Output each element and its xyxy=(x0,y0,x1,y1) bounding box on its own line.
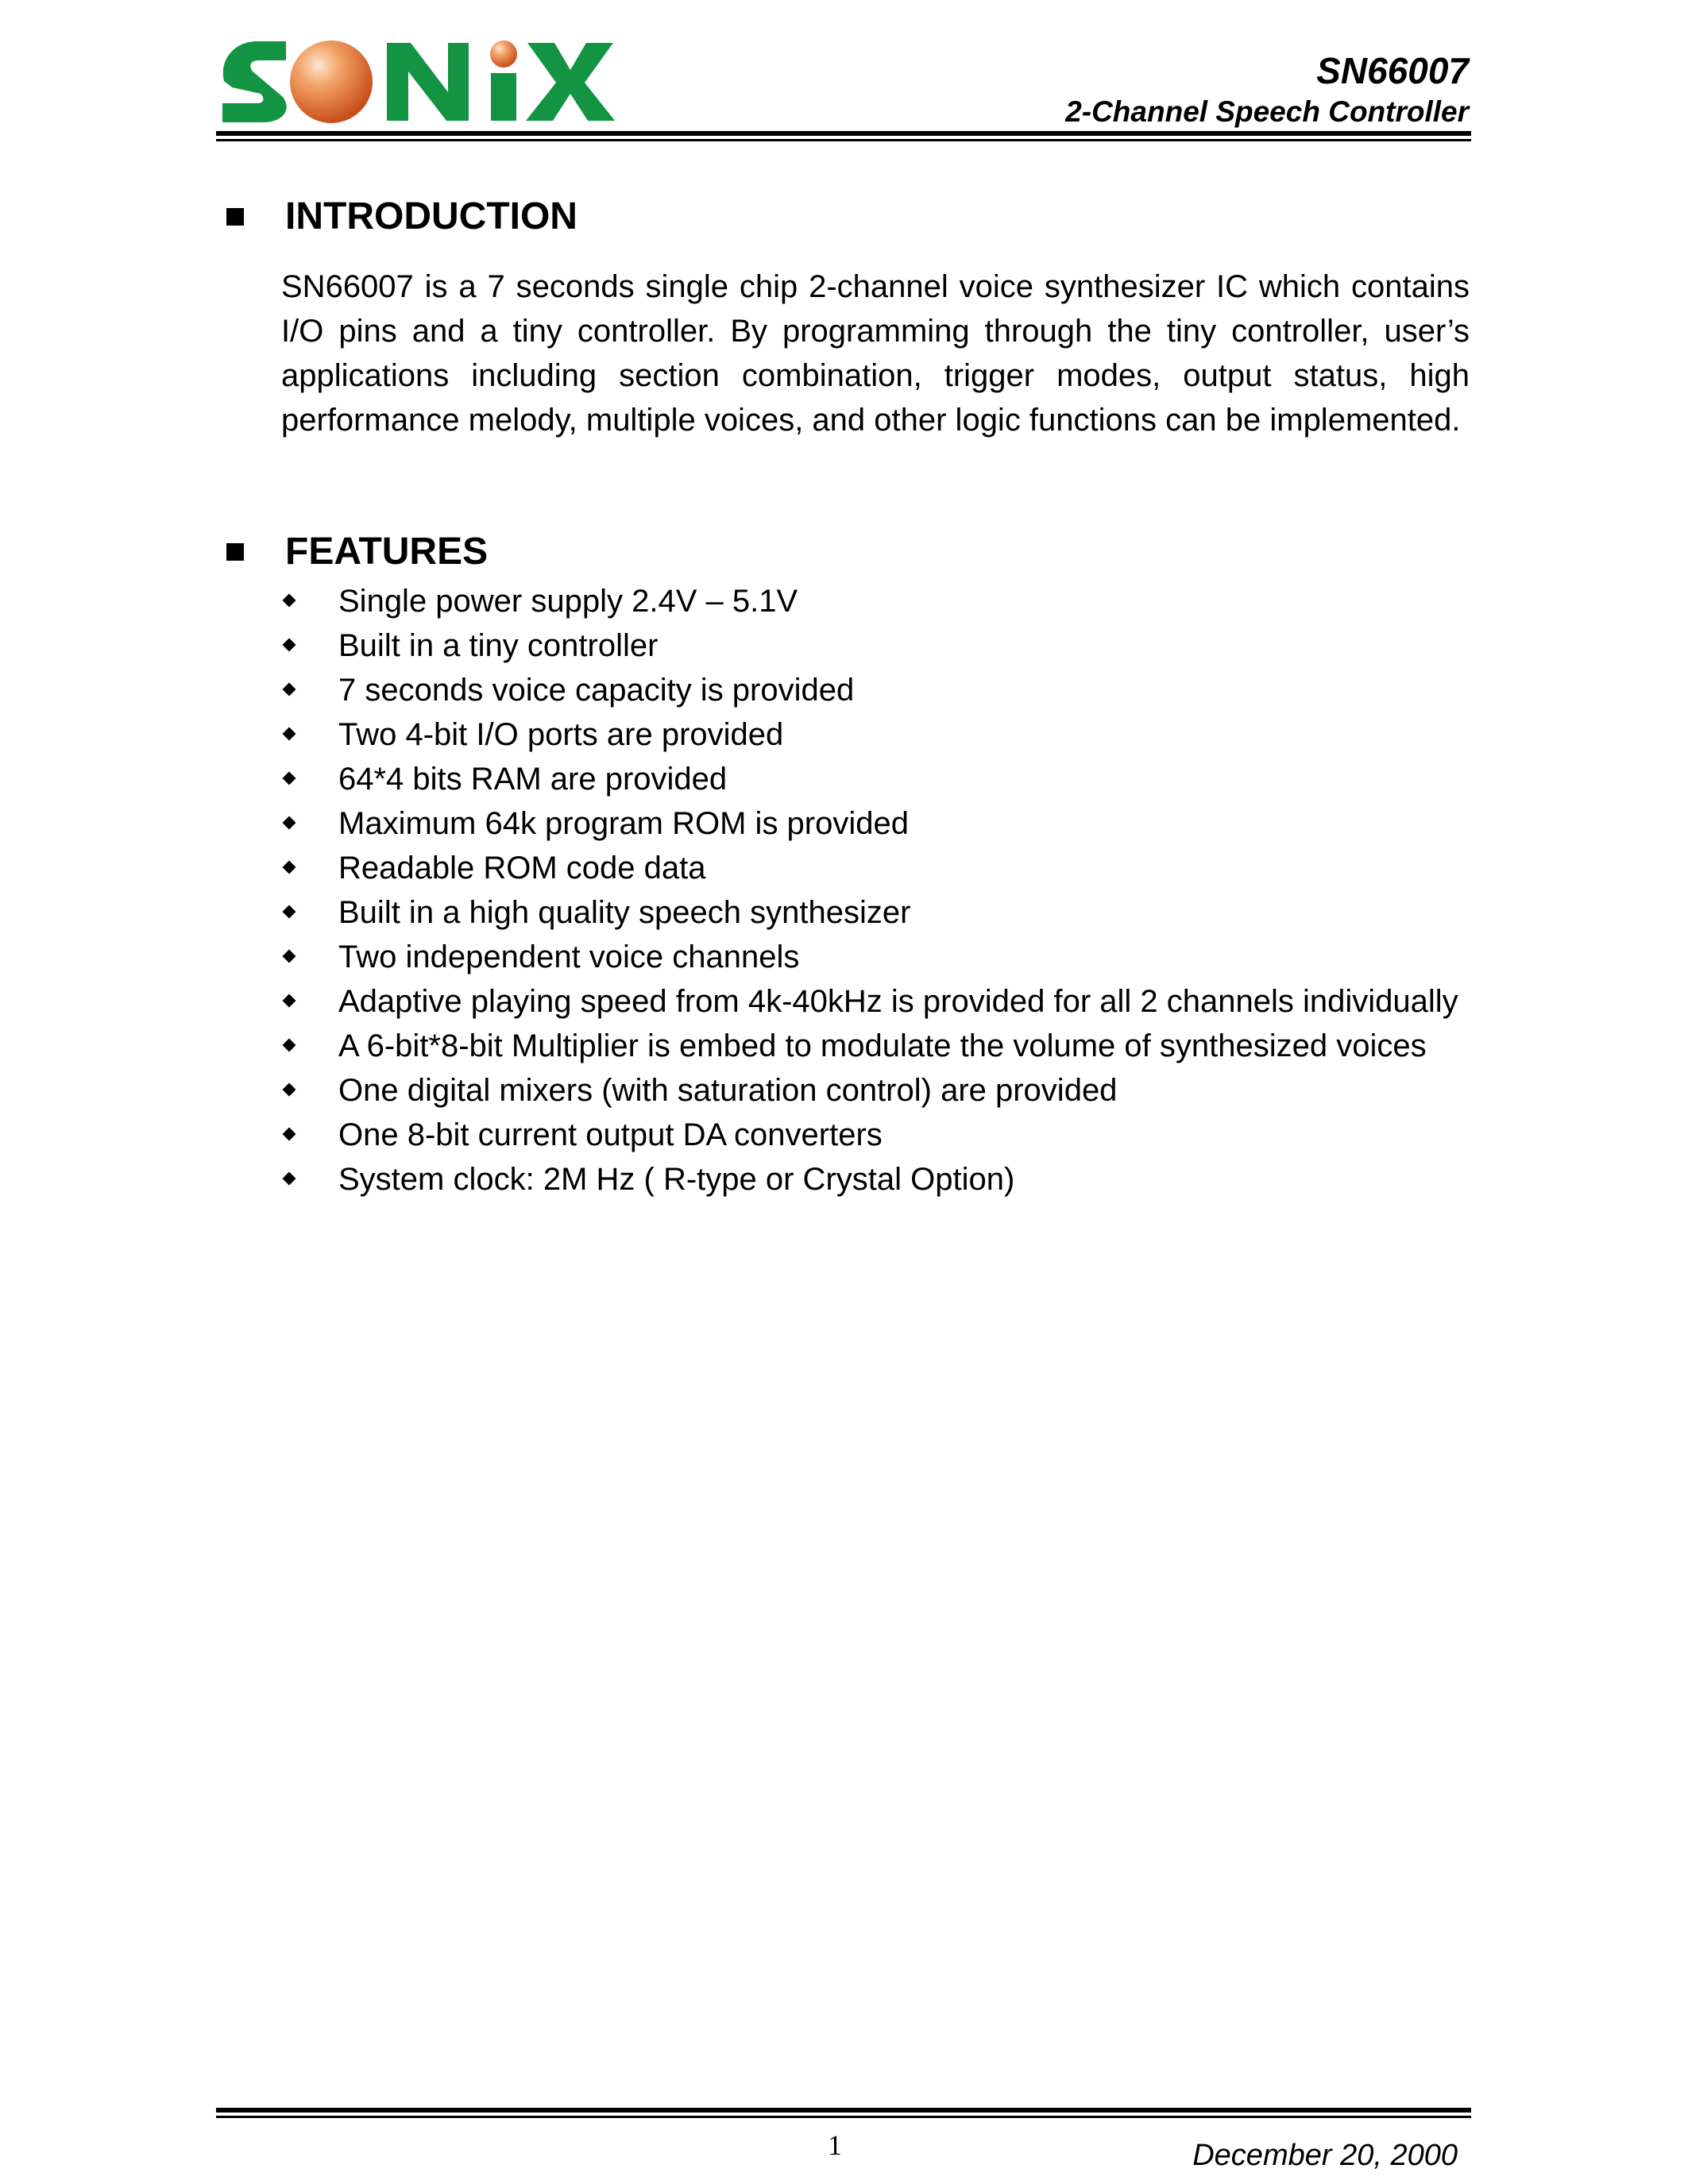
feature-item: A 6-bit*8-bit Multiplier is embed to modulate the volume of synthesized voices xyxy=(281,1024,1435,1068)
logo-ball-o xyxy=(290,41,373,123)
logo-letter-s xyxy=(222,41,287,122)
page-number: 1 xyxy=(828,2129,842,2161)
feature-item: Adaptive playing speed from 4k-40kHz is provided for all 2 channels individually xyxy=(281,979,1470,1024)
feature-item: System clock: 2M Hz ( R-type or Crystal Option) xyxy=(281,1157,1470,1202)
footer-rule xyxy=(216,2108,1471,2113)
features-heading xyxy=(226,530,488,573)
diamond-bullet-icon xyxy=(283,1039,296,1052)
logo-letter-x xyxy=(526,43,615,121)
feature-item: Maximum 64k program ROM is provided xyxy=(281,801,1470,846)
diamond-bullet-icon xyxy=(283,639,296,652)
logo-letter-n xyxy=(387,43,469,121)
feature-item: Two 4-bit I/O ports are provided xyxy=(281,712,1470,757)
features-list xyxy=(281,579,1470,1202)
introduction-heading xyxy=(226,195,577,238)
diamond-bullet-icon xyxy=(283,816,296,830)
footer-rule-thin xyxy=(216,2116,1471,2118)
square-bullet-icon xyxy=(226,208,244,226)
feature-item: One 8-bit current output DA converters xyxy=(281,1113,1470,1157)
diamond-bullet-icon xyxy=(283,1172,296,1186)
feature-item: Single power supply 2.4V – 5.1V xyxy=(281,579,1470,623)
sonix-logo xyxy=(216,37,621,125)
feature-item: Two independent voice channels xyxy=(281,935,1470,979)
diamond-bullet-icon xyxy=(283,861,296,874)
feature-item: 7 seconds voice capacity is provided xyxy=(281,668,1470,712)
footer-date: December 20, 2000 xyxy=(1192,2139,1458,2172)
logo-letter-i xyxy=(491,73,516,121)
square-bullet-icon xyxy=(226,543,244,561)
diamond-bullet-icon xyxy=(283,772,296,785)
diamond-bullet-icon xyxy=(283,727,296,741)
document-id: SN66007 xyxy=(1316,50,1469,91)
feature-item: Built in a high quality speech synthesizer xyxy=(281,890,1470,935)
feature-item: One digital mixers (with saturation control) are provided xyxy=(281,1068,1470,1113)
diamond-bullet-icon xyxy=(283,905,296,919)
header-rule xyxy=(216,131,1471,136)
feature-item: Built in a tiny controller xyxy=(281,623,1470,668)
header-rule-thin xyxy=(216,139,1471,141)
feature-item: 64*4 bits RAM are provided xyxy=(281,757,1470,801)
document-subtitle: 2-Channel Speech Controller xyxy=(1065,95,1469,128)
feature-item: Readable ROM code data xyxy=(281,846,1470,890)
diamond-bullet-icon xyxy=(283,683,296,696)
diamond-bullet-icon xyxy=(283,1083,296,1097)
features-heading-text: FEATURES xyxy=(285,531,489,573)
introduction-heading-text: INTRODUCTION xyxy=(285,195,577,237)
introduction-body: SN66007 is a 7 seconds single chip 2-channel voice synthesizer IC which contains I/O pins and a tiny controller. By programming through the tiny controller, user’s applications including section combination, trigger modes, output status, high performance melody, multiple voices, and other logic functions can be implemented. xyxy=(281,269,1470,438)
diamond-bullet-icon xyxy=(283,994,296,1008)
logo-i-dot xyxy=(490,41,517,68)
diamond-bullet-icon xyxy=(283,594,296,608)
diamond-bullet-icon xyxy=(283,950,296,963)
diamond-bullet-icon xyxy=(283,1128,296,1141)
